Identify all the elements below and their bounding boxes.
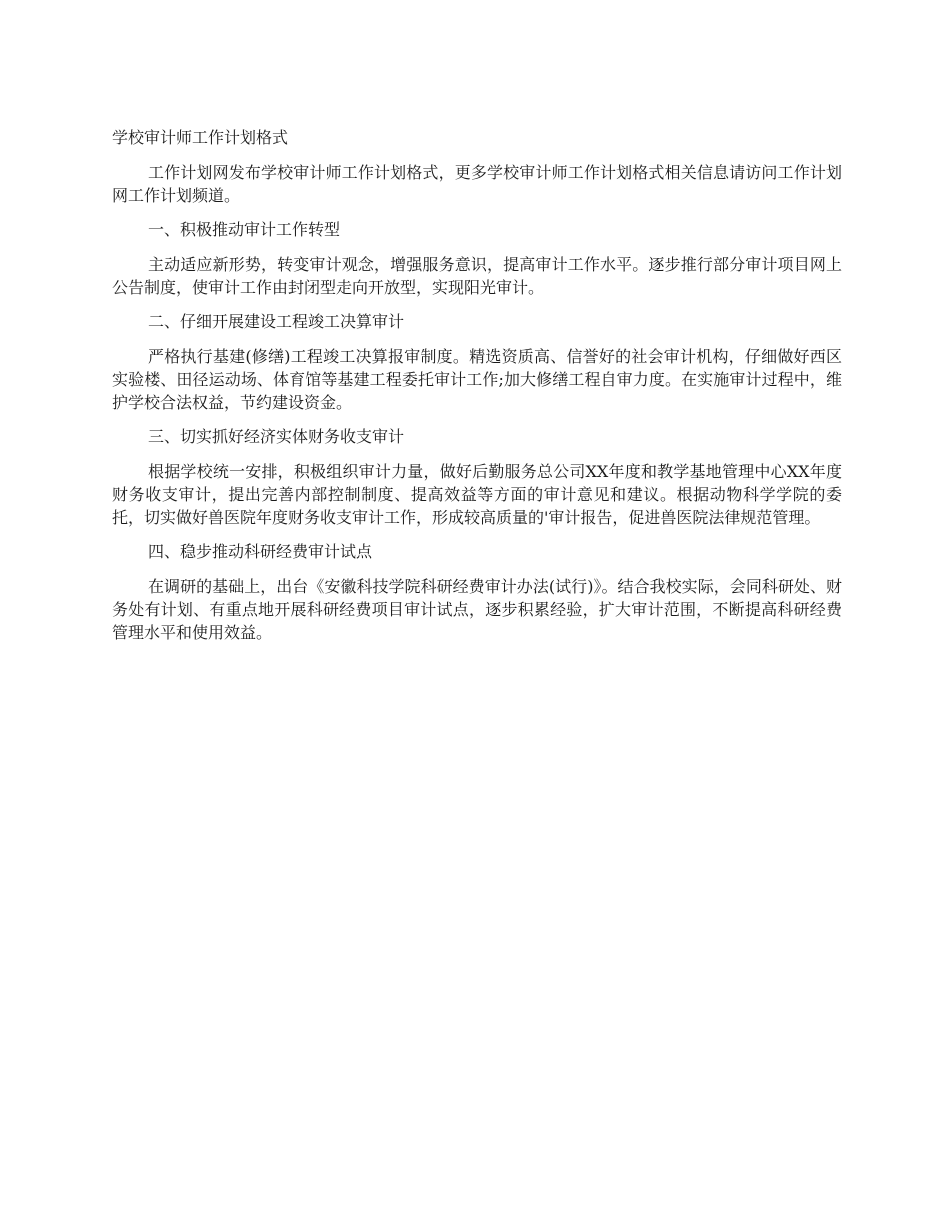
section-body-4: 在调研的基础上，出台《安徽科技学院科研经费审计办法(试行)》。结合我校实际，会同科研处、财务处有计划、有重点地开展科研经费项目审计试点，逐步积累经验，扩大审计范围，不断提高科研经费管理水平和使用效益。 xyxy=(112,577,842,642)
section-heading-2: 二、仔细开展建设工程竣工决算审计 xyxy=(148,312,405,331)
section-body-3: 根据学校统一安排，积极组织审计力量，做好后勤服务总公司XX年度和教学基地管理中心XX年度财务收支审计，提出完善内部控制制度、提高效益等方面的审计意见和建议。根据动物科学学院的委托，切实做好兽医院年度财务收支审计工作，形成较高质量的'审计报告，促进兽医院法律规范管理。 xyxy=(112,462,842,527)
document-page xyxy=(112,127,842,656)
section-heading-1: 一、积极推动审计工作转型 xyxy=(148,220,341,239)
section-body-2: 严格执行基建(修缮)工程竣工决算报审制度。精选资质高、信誉好的社会审计机构，仔细做好西区实验楼、田径运动场、体育馆等基建工程委托审计工作;加大修缮工程自审力度。在实施审计过程中，维护学校合法权益，节约建设资金。 xyxy=(112,347,842,412)
section-heading-4: 四、稳步推动科研经费审计试点 xyxy=(148,542,373,561)
section-heading-3: 三、切实抓好经济实体财务收支审计 xyxy=(148,427,405,446)
intro-paragraph: 工作计划网发布学校审计师工作计划格式，更多学校审计师工作计划格式相关信息请访问工作计划网工作计划频道。 xyxy=(112,163,842,205)
document-title: 学校审计师工作计划格式 xyxy=(112,128,289,147)
section-body-1: 主动适应新形势，转变审计观念，增强服务意识，提高审计工作水平。逐步推行部分审计项目网上公告制度，使审计工作由封闭型走向开放型，实现阳光审计。 xyxy=(112,255,842,297)
